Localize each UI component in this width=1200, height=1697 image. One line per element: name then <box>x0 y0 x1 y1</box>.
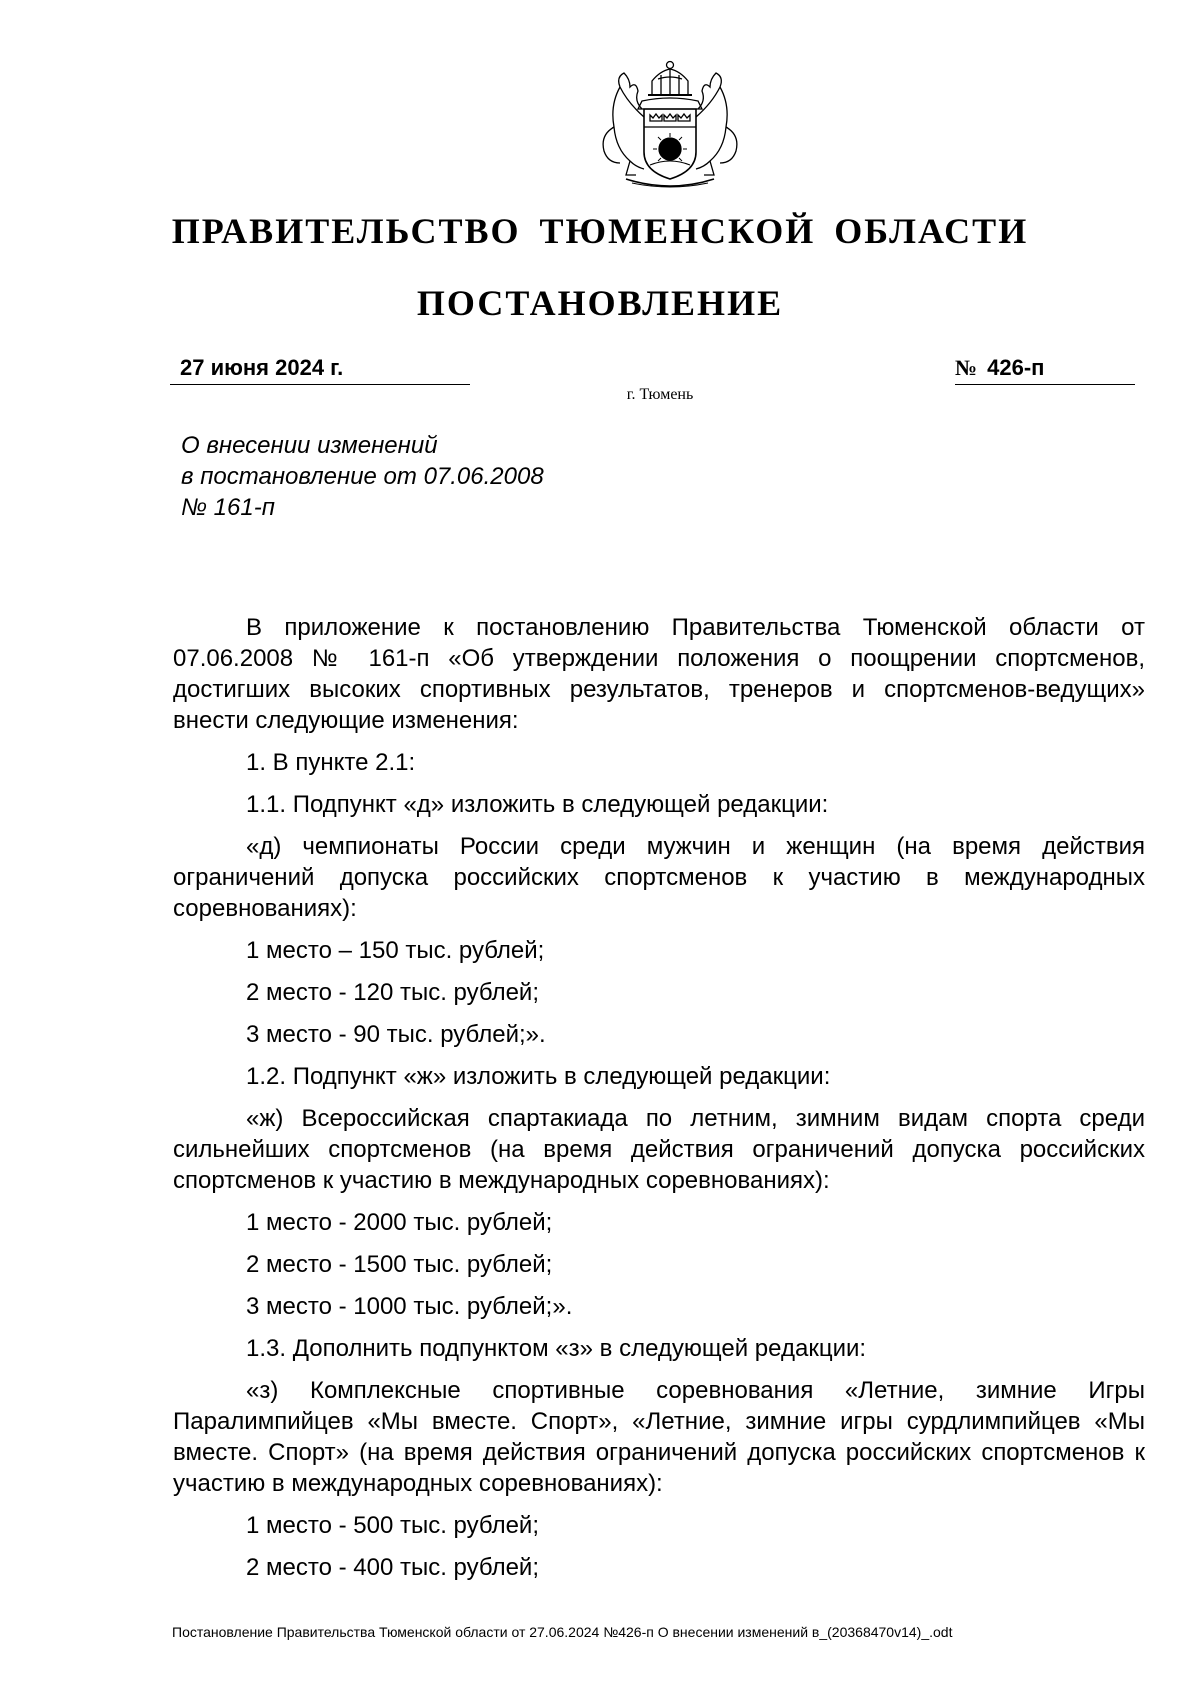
body-paragraph: 1.1. Подпункт «д» изложить в следующей редакции: <box>246 791 829 818</box>
body-paragraph: 1. В пункте 2.1: <box>246 749 416 776</box>
subject-line: № 161-п <box>181 494 275 521</box>
body-paragraph: 3 место - 1000 тыс. рублей;». <box>246 1293 573 1320</box>
body-paragraph: «з) Комплексные спортивные соревнования «Летние, зимние Игры Паралимпийцев «Мы вместе. Спорт», «Летние, зимние игры сурдлимпийцев «Мы вместе. Спорт» (на время действия ограничений допуска российских спортсменов к участию в международных соревнованиях): <box>173 1377 1145 1497</box>
city: г. Тюмень <box>626 386 694 403</box>
document-subject <box>181 430 544 523</box>
body-paragraph: 2 место - 400 тыс. рублей; <box>246 1554 539 1581</box>
body-paragraph: 1.2. Подпункт «ж» изложить в следующей редакции: <box>246 1063 831 1090</box>
document-footer: Постановление Правительства Тюменской области от 27.06.2024 №426-п О внесении изменений в_(20368470v14)_.odt <box>172 1624 953 1640</box>
body-paragraph: «д) чемпионаты России среди мужчин и женщин (на время действия ограничений допуска российских спортсменов к участию в международных соревнованиях): <box>173 833 1145 922</box>
document-date: 27 июня 2024 г. <box>170 355 470 385</box>
subject-line: в постановление от 07.06.2008 <box>181 463 544 490</box>
body-paragraph: 1.3. Дополнить подпунктом «з» в следующей редакции: <box>246 1335 867 1362</box>
coat-of-arms-icon <box>590 57 750 192</box>
body-paragraph: 1 место - 500 тыс. рублей; <box>246 1512 539 1539</box>
subject-line: О внесении изменений <box>181 432 438 459</box>
body-paragraph: 2 место - 120 тыс. рублей; <box>246 979 539 1006</box>
body-paragraph: «ж) Всероссийская спартакиада по летним, зимним видам спорта среди сильнейших спортсменов (на время действия ограничений допуска российских спортсменов к участию в международных соревнованиях): <box>173 1105 1145 1194</box>
body-paragraph: 1 место – 150 тыс. рублей; <box>246 937 545 964</box>
document-number-field <box>955 355 1135 385</box>
body-paragraph: 2 место - 1500 тыс. рублей; <box>246 1251 553 1278</box>
document-type: ПОСТАНОВЛЕНИЕ <box>416 283 784 323</box>
body-paragraph: В приложение к постановлению Правительства Тюменской области от 07.06.2008 № 161-п «Об утверждении положения о поощрении спортсменов, достигших высоких спортивных результатов, тренеров и спортсменов-ведущих» внести следующие изменения: <box>173 614 1145 734</box>
document-body <box>173 612 1145 1594</box>
government-title: ПРАВИТЕЛЬСТВО ТЮМЕНСКОЙ ОБЛАСТИ <box>171 211 1029 251</box>
document-number: 426-п <box>987 355 1045 380</box>
body-paragraph: 1 место - 2000 тыс. рублей; <box>246 1209 553 1236</box>
body-paragraph: 3 место - 90 тыс. рублей;». <box>246 1021 546 1048</box>
number-sign: № <box>955 355 978 380</box>
